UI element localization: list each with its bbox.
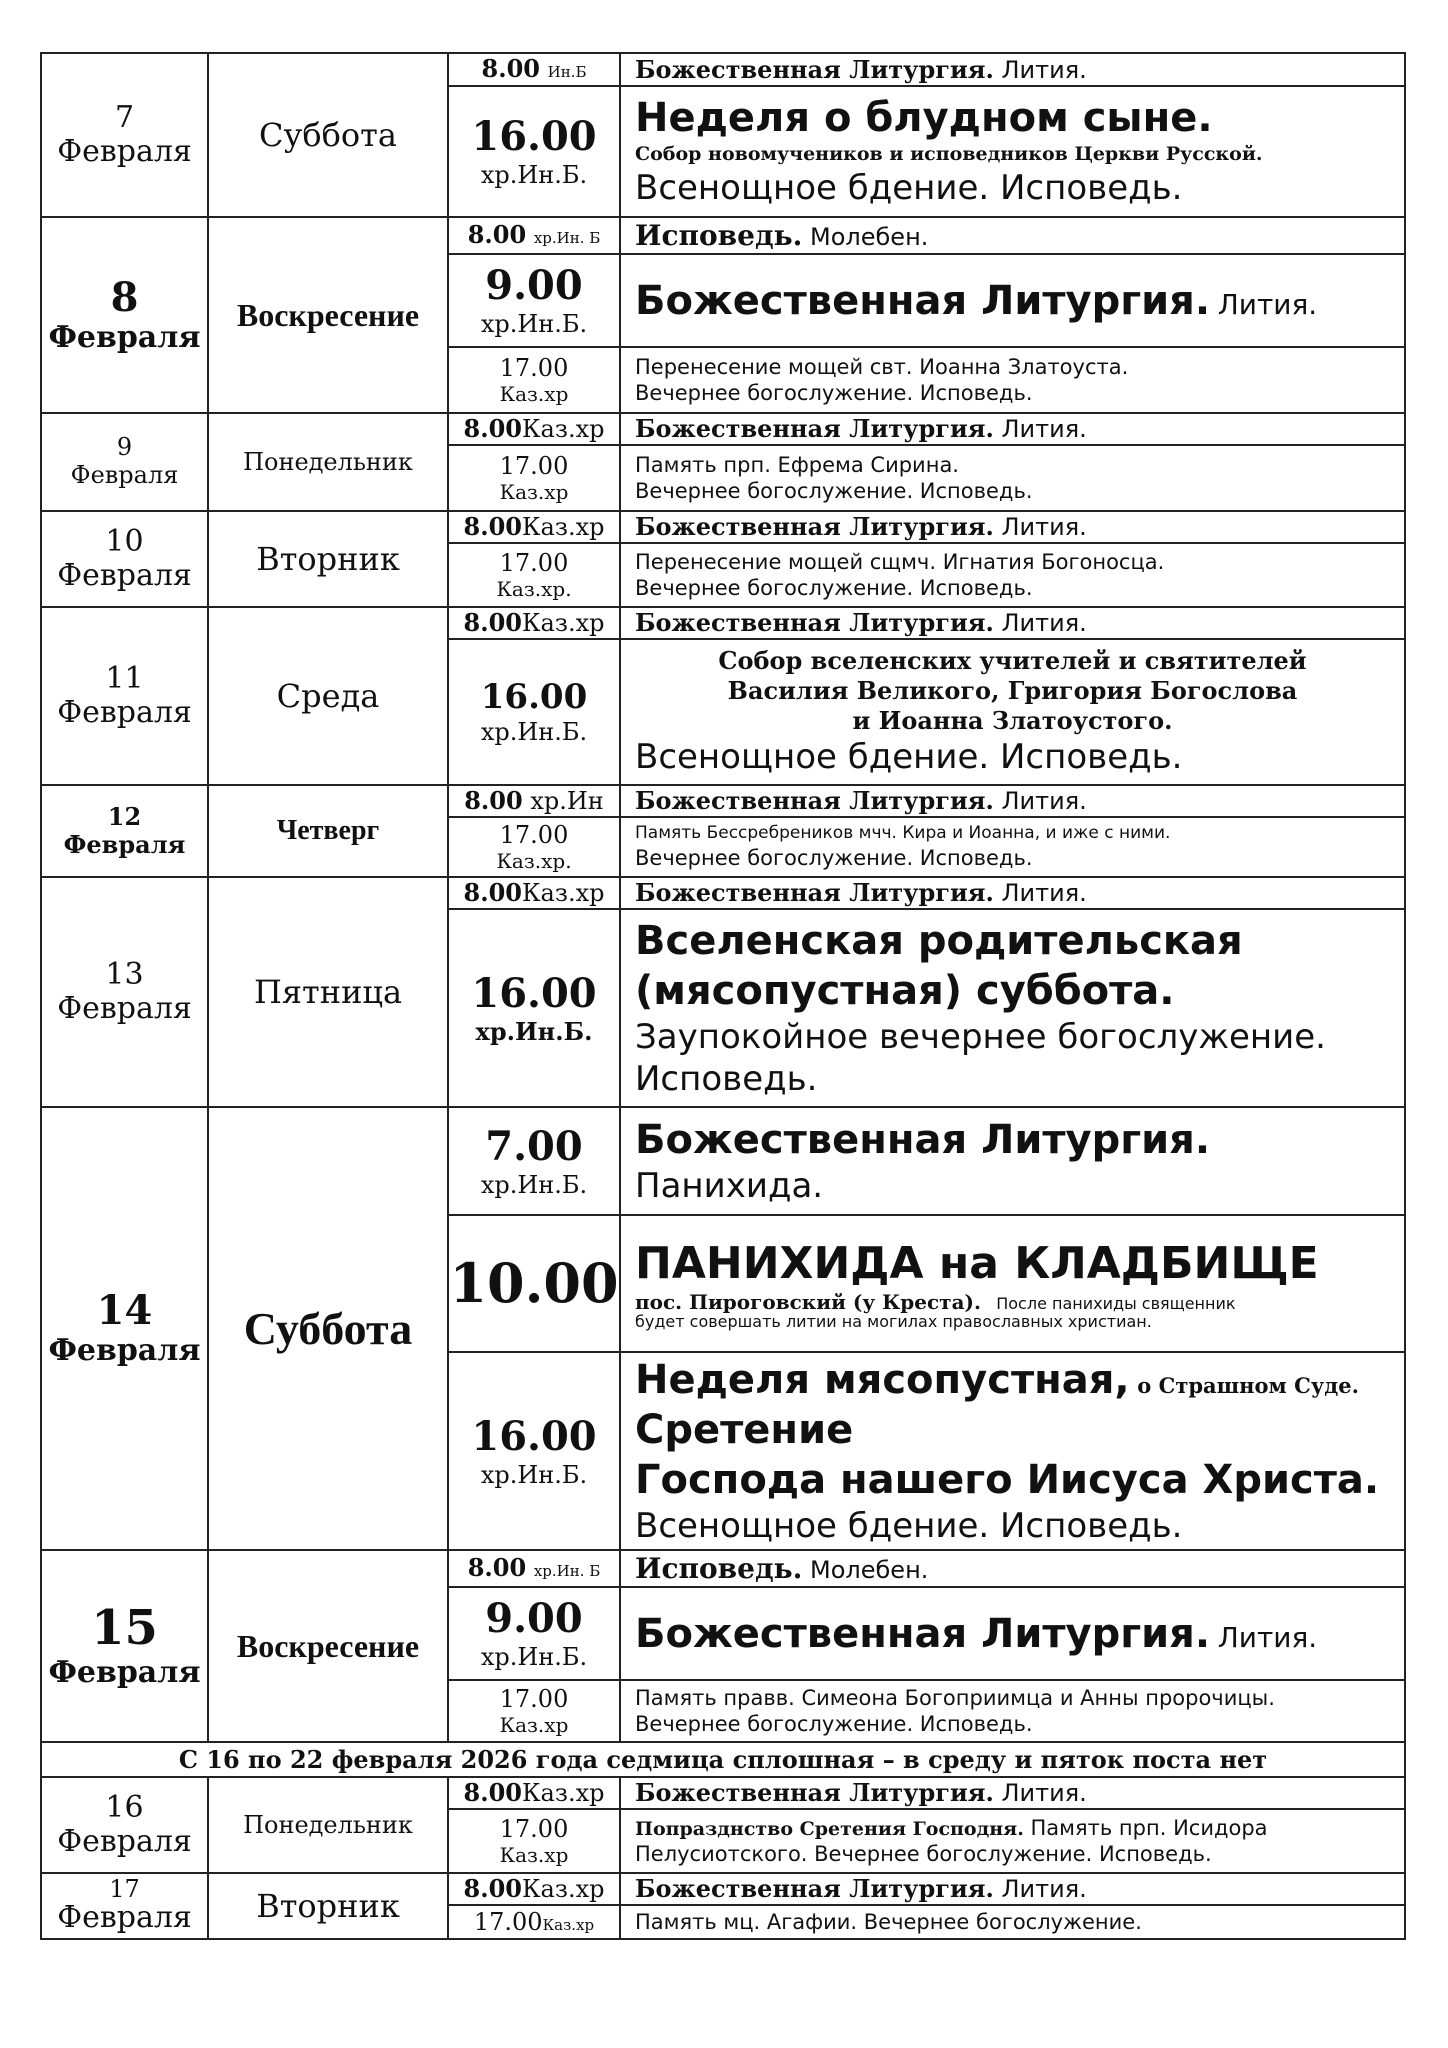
- weekday-cell: Суббота: [208, 53, 448, 217]
- time-cell: 17.00 Каз.хр: [448, 1680, 620, 1742]
- service-cell: Память правв. Симеона Богоприимца и Анны пророчицы. Вечернее богослужение. Исповедь.: [620, 1680, 1405, 1742]
- time-cell: 16.00 хр.Ин.Б.: [448, 639, 620, 785]
- time-cell: 17.00Каз.хр: [448, 1905, 620, 1939]
- service-cell: Память Бессребреников мчч. Кира и Иоанна, и иже с ними. Вечернее богослужение. Исповедь.: [620, 817, 1405, 877]
- weekday-cell: Суббота: [208, 1107, 448, 1550]
- service-cell: Неделя мясопустная, о Страшном Суде. Сретение Господа нашего Иисуса Христа. Всенощное бдение. Исповедь.: [620, 1352, 1405, 1550]
- service-cell: Память прп. Ефрема Сирина. Вечернее богослужение. Исповедь.: [620, 445, 1405, 511]
- weekday-cell: Понедельник: [208, 413, 448, 511]
- service-cell: Божественная Литургия. Лития.: [620, 877, 1405, 909]
- weekday-cell: Четверг: [208, 785, 448, 877]
- service-cell: Вселенская родительская (мясопустная) суббота. Заупокойное вечернее богослужение. Исповедь.: [620, 909, 1405, 1107]
- time-cell: 16.00 хр.Ин.Б.: [448, 1352, 620, 1550]
- table-row: [41, 511, 1405, 543]
- time-cell: 8.00Каз.хр: [448, 877, 620, 909]
- service-cell: Перенесение мощей свт. Иоанна Златоуста. Вечернее богослужение. Исповедь.: [620, 347, 1405, 413]
- service-cell: Божественная Литургия. Лития.: [620, 53, 1405, 86]
- date-cell: 13 Февраля: [41, 877, 208, 1107]
- table-row: [41, 877, 1405, 909]
- service-cell: Божественная Литургия. Лития.: [620, 607, 1405, 639]
- time-cell: 8.00 хр.Ин: [448, 785, 620, 817]
- table-row: [41, 1873, 1405, 1905]
- service-cell: Божественная Литургия. Лития.: [620, 1777, 1405, 1809]
- service-cell: Исповедь. Молебен.: [620, 1550, 1405, 1587]
- table-row: [41, 1742, 1405, 1777]
- time-cell: 7.00 хр.Ин.Б.: [448, 1107, 620, 1215]
- weekday-cell: Воскресение: [208, 1550, 448, 1742]
- time-cell: 9.00 хр.Ин.Б.: [448, 254, 620, 347]
- table-row: [41, 217, 1405, 254]
- weekday-cell: Вторник: [208, 1873, 448, 1939]
- table-row: [41, 1107, 1405, 1215]
- time-cell: 8.00Каз.хр: [448, 607, 620, 639]
- service-cell: ПАНИХИДА на КЛАДБИЩЕ пос. Пироговский (у Креста). После панихиды священник будет совершать литии на могилах православных христиан.: [620, 1215, 1405, 1352]
- date-cell: 9 Февраля: [41, 413, 208, 511]
- service-cell: Неделя о блудном сыне. Собор новомучеников и исповедников Церкви Русской. Всенощное бдение. Исповедь.: [620, 86, 1405, 217]
- table-row: [41, 1777, 1405, 1809]
- service-cell: Попразднство Сретения Господня. Память прп. Исидора Пелусиотского. Вечернее богослужение. Исповедь.: [620, 1809, 1405, 1873]
- table-row: [41, 53, 1405, 86]
- schedule-table: [40, 52, 1406, 1940]
- table-row: [41, 785, 1405, 817]
- service-cell: Память мц. Агафии. Вечернее богослужение.: [620, 1905, 1405, 1939]
- date-cell: 8 Февраля: [41, 217, 208, 413]
- time-cell: 17.00 Каз.хр.: [448, 817, 620, 877]
- date-cell: 16 Февраля: [41, 1777, 208, 1873]
- service-cell: Божественная Литургия. Лития.: [620, 785, 1405, 817]
- service-cell: Божественная Литургия. Лития.: [620, 254, 1405, 347]
- date-cell: [41, 53, 208, 217]
- service-cell: Божественная Литургия. Лития.: [620, 1873, 1405, 1905]
- time-cell: 8.00 хр.Ин. Б: [448, 1550, 620, 1587]
- date-cell: 17 Февраля: [41, 1873, 208, 1939]
- date-number: 7: [114, 99, 135, 135]
- time-cell: 10.00: [448, 1215, 620, 1352]
- feast-title: Неделя о блудном сыне.: [635, 95, 1213, 142]
- time-cell: 8.00Каз.хр: [448, 511, 620, 543]
- table-row: [41, 1550, 1405, 1587]
- time-cell: 16.00 хр.Ин.Б.: [448, 86, 620, 217]
- time-cell: 8.00Каз.хр: [448, 1873, 620, 1905]
- time-cell: 8.00Каз.хр: [448, 413, 620, 445]
- table-row: [41, 607, 1405, 639]
- service-cell: Божественная Литургия. Панихида.: [620, 1107, 1405, 1215]
- time-cell: 16.00 хр.Ин.Б.: [448, 909, 620, 1107]
- weekday-cell: Воскресение: [208, 217, 448, 413]
- time-cell: 17.00 Каз.хр: [448, 445, 620, 511]
- date-cell: 12 Февраля: [41, 785, 208, 877]
- table-row: [41, 413, 1405, 445]
- service-cell: Перенесение мощей сщмч. Игнатия Богоносца. Вечернее богослужение. Исповедь.: [620, 543, 1405, 607]
- time-cell: 9.00 хр.Ин.Б.: [448, 1587, 620, 1680]
- weekday-cell: Пятница: [208, 877, 448, 1107]
- time-cell: 8.00 Ин.Б: [448, 53, 620, 86]
- fasting-notice: С 16 по 22 февраля 2026 года седмица сплошная – в среду и пяток поста нет: [41, 1742, 1405, 1777]
- time-cell: 8.00Каз.хр: [448, 1777, 620, 1809]
- date-cell: 11 Февраля: [41, 607, 208, 785]
- service-cell: Божественная Литургия. Лития.: [620, 511, 1405, 543]
- service-cell: Собор вселенских учителей и святителей Василия Великого, Григория Богослова и Иоанна Златоустого. Всенощное бдение. Исповедь.: [620, 639, 1405, 785]
- service-cell: Исповедь. Молебен.: [620, 217, 1405, 254]
- date-month: Февраля: [57, 134, 192, 169]
- date-cell: 15 Февраля: [41, 1550, 208, 1742]
- weekday-cell: Среда: [208, 607, 448, 785]
- date-cell: 14 Февраля: [41, 1107, 208, 1550]
- time-cell: 17.00 Каз.хр: [448, 347, 620, 413]
- date-cell: 10 Февраля: [41, 511, 208, 607]
- service-cell: Божественная Литургия. Лития.: [620, 1587, 1405, 1680]
- time-cell: 17.00 Каз.хр.: [448, 543, 620, 607]
- service-cell: Божественная Литургия. Лития.: [620, 413, 1405, 445]
- weekday-cell: Вторник: [208, 511, 448, 607]
- weekday-cell: Понедельник: [208, 1777, 448, 1873]
- time-cell: 17.00 Каз.хр: [448, 1809, 620, 1873]
- time-cell: 8.00 хр.Ин. Б: [448, 217, 620, 254]
